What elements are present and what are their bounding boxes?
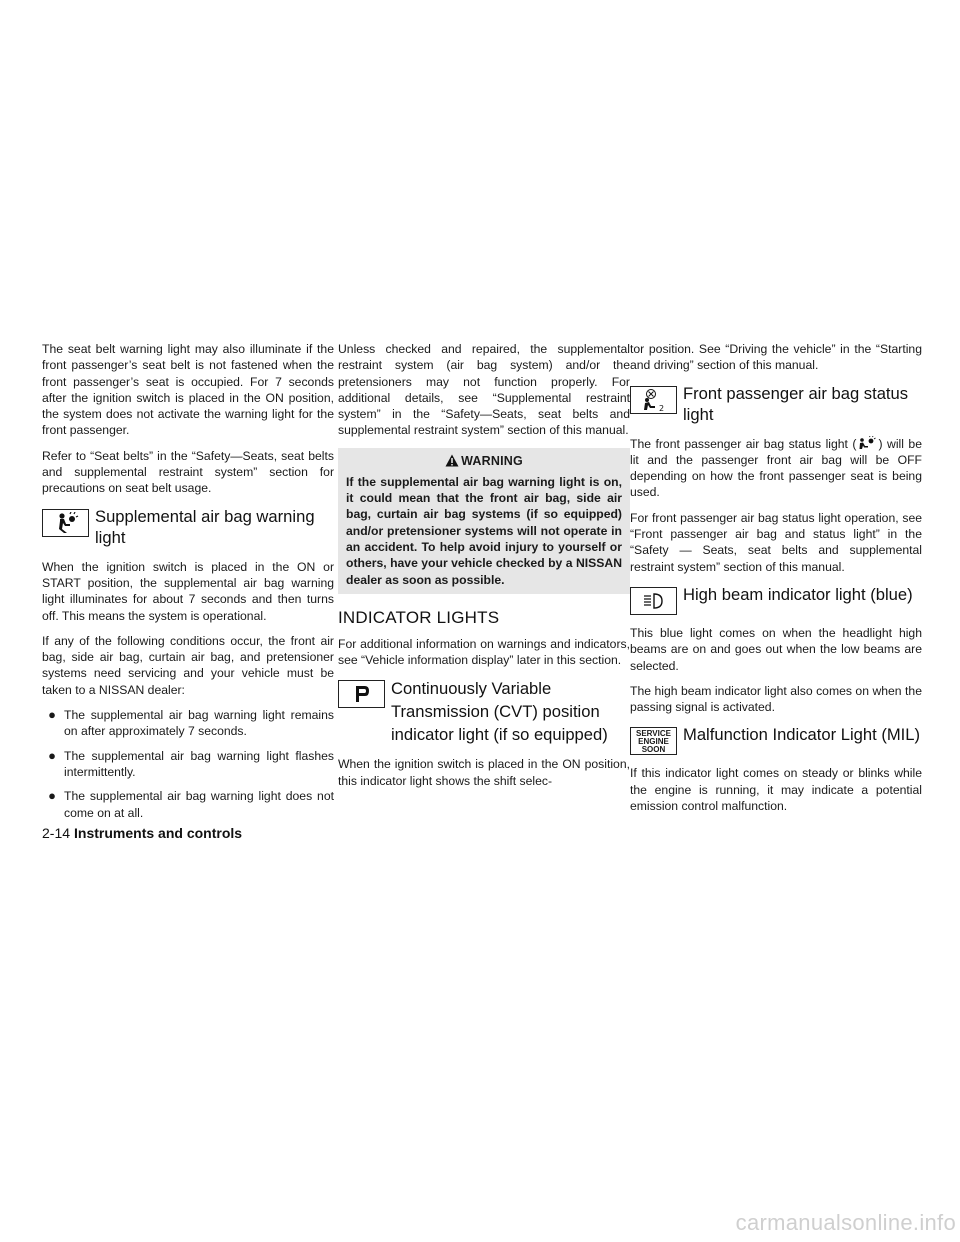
- paragraph: This blue light comes on when the headlight high beams are on and goes out when the low beams are selected.: [630, 625, 922, 673]
- warning-label: WARNING: [461, 453, 523, 468]
- list-item-text: The supplemental air bag warning light remains on after approximately 7 seconds.: [64, 708, 334, 739]
- icon-text: SOON: [641, 744, 666, 754]
- paragraph: The high beam indicator light also comes on when the passing signal is activated.: [630, 683, 922, 715]
- paragraph: If any of the following conditions occur, the front air bag, side air bag, curtain air bag, and pretensioner systems need servicing and your vehicle must be taken to a NISSAN dealer:: [42, 633, 334, 697]
- paragraph: tor position. See “Driving the vehicle” in the “Starting and driving” section of this manual.: [630, 342, 922, 373]
- airbag-warning-section-title: [42, 506, 334, 549]
- list-item: [42, 788, 334, 821]
- paragraph: When the ignition switch is placed in the ON position, this indicator light shows the shift selec-: [338, 757, 630, 788]
- watermark: carmanualsonline.info: [735, 1210, 956, 1235]
- section-title: Malfunction Indicator Light (MIL): [683, 725, 921, 745]
- airbag-warning-icon: [42, 509, 89, 537]
- column-left: [42, 341, 334, 829]
- bullet-icon: ●: [48, 707, 56, 723]
- cvt-section-title: [338, 677, 630, 746]
- list-item: [42, 707, 334, 740]
- section-title: Supplemental air bag warning light: [95, 506, 315, 548]
- high-beam-section-title: [630, 584, 922, 615]
- column-middle: [338, 341, 630, 798]
- paragraph: Refer to “Seat belts” in the “Safety—Seats, seat belts and supplemental restraint system” section for precautions on seat belt usage.: [42, 448, 334, 496]
- warning-text: If the supplemental air bag warning light is on, it could mean that the front air bag, side air bag, curtain air bag systems (if so equipped) and/or pretensioner systems will not operate in an accident. To help avoid injury to yourself or others, have your vehicle checked by a NISSAN dealer as soon as possible.: [346, 474, 622, 587]
- page-number: 2-14: [42, 825, 71, 841]
- paragraph: For front passenger air bag status light operation, see “Front passenger air bag and status light” in the “Safety — Seats, seat belts and supplemental restraint system” section of this manual.: [630, 510, 922, 574]
- section-title: Front passenger air bag status light: [683, 383, 909, 425]
- section-name: Instruments and controls: [74, 825, 243, 841]
- paragraph: If this indicator light comes on steady or blinks while the engine is running, it may indicate a potential emission control malfunction.: [630, 766, 922, 814]
- section-heading: INDICATOR LIGHTS: [338, 607, 500, 627]
- icon-text: ENGINE: [638, 736, 669, 746]
- list-item-text: The supplemental air bag warning light does not come on at all.: [64, 789, 334, 820]
- warning-header: [346, 454, 622, 468]
- passenger-airbag-section-title: [630, 383, 922, 426]
- paragraph: When the ignition switch is placed in the ON or START position, the supplemental air bag warning light illuminates for about 7 seconds and then turns off. This means the system is operational.: [42, 559, 334, 623]
- cvt-position-icon: [338, 680, 385, 708]
- warning-box: [338, 448, 630, 594]
- paragraph-part: ) will be lit and the passenger front air bag will be OFF depending on how the front passenger seat is being used.: [630, 436, 922, 500]
- passenger-airbag-status-inline-icon: [857, 436, 877, 450]
- paragraph-part: The front passenger air bag status light (: [630, 436, 857, 451]
- svg-text:2: 2: [658, 403, 664, 412]
- paragraph: Unless checked and repaired, the supplemental restraint system (air bag system) and/or the pretensioners may not function properly. For additional details, see “Supplemental restraint system” in the “Safety—Seats, seat belts and supplemental restraint system” section of this manual.: [338, 342, 630, 438]
- bullet-icon: ●: [48, 788, 56, 804]
- list-item: [42, 748, 334, 781]
- section-title: High beam indicator light (blue): [683, 584, 913, 604]
- service-engine-soon-icon: [630, 727, 677, 755]
- mil-section-title: [630, 724, 922, 755]
- high-beam-icon: [630, 587, 677, 615]
- section-title: Continuously Variable Transmission (CVT) position indicator light (if so equipped): [391, 679, 608, 745]
- passenger-airbag-status-icon: [630, 386, 677, 414]
- paragraph: [630, 436, 922, 501]
- bullet-icon: ●: [48, 747, 56, 763]
- column-right: [630, 341, 922, 823]
- list-item-text: The supplemental air bag warning light flashes intermittently.: [64, 748, 334, 779]
- page-footer: [42, 825, 242, 841]
- warning-triangle-icon: [445, 454, 459, 467]
- paragraph: For additional information on warnings and indicators, see “Vehicle information display” later in this section.: [338, 636, 630, 668]
- paragraph: The seat belt warning light may also illuminate if the front passenger’s seat belt is not fastened when the front passenger’s seat is occupied. For 7 seconds after the ignition switch is placed in the ON position, the system does not activate the warning light for the front passenger.: [42, 342, 334, 438]
- icon-text: SERVICE: [636, 728, 671, 738]
